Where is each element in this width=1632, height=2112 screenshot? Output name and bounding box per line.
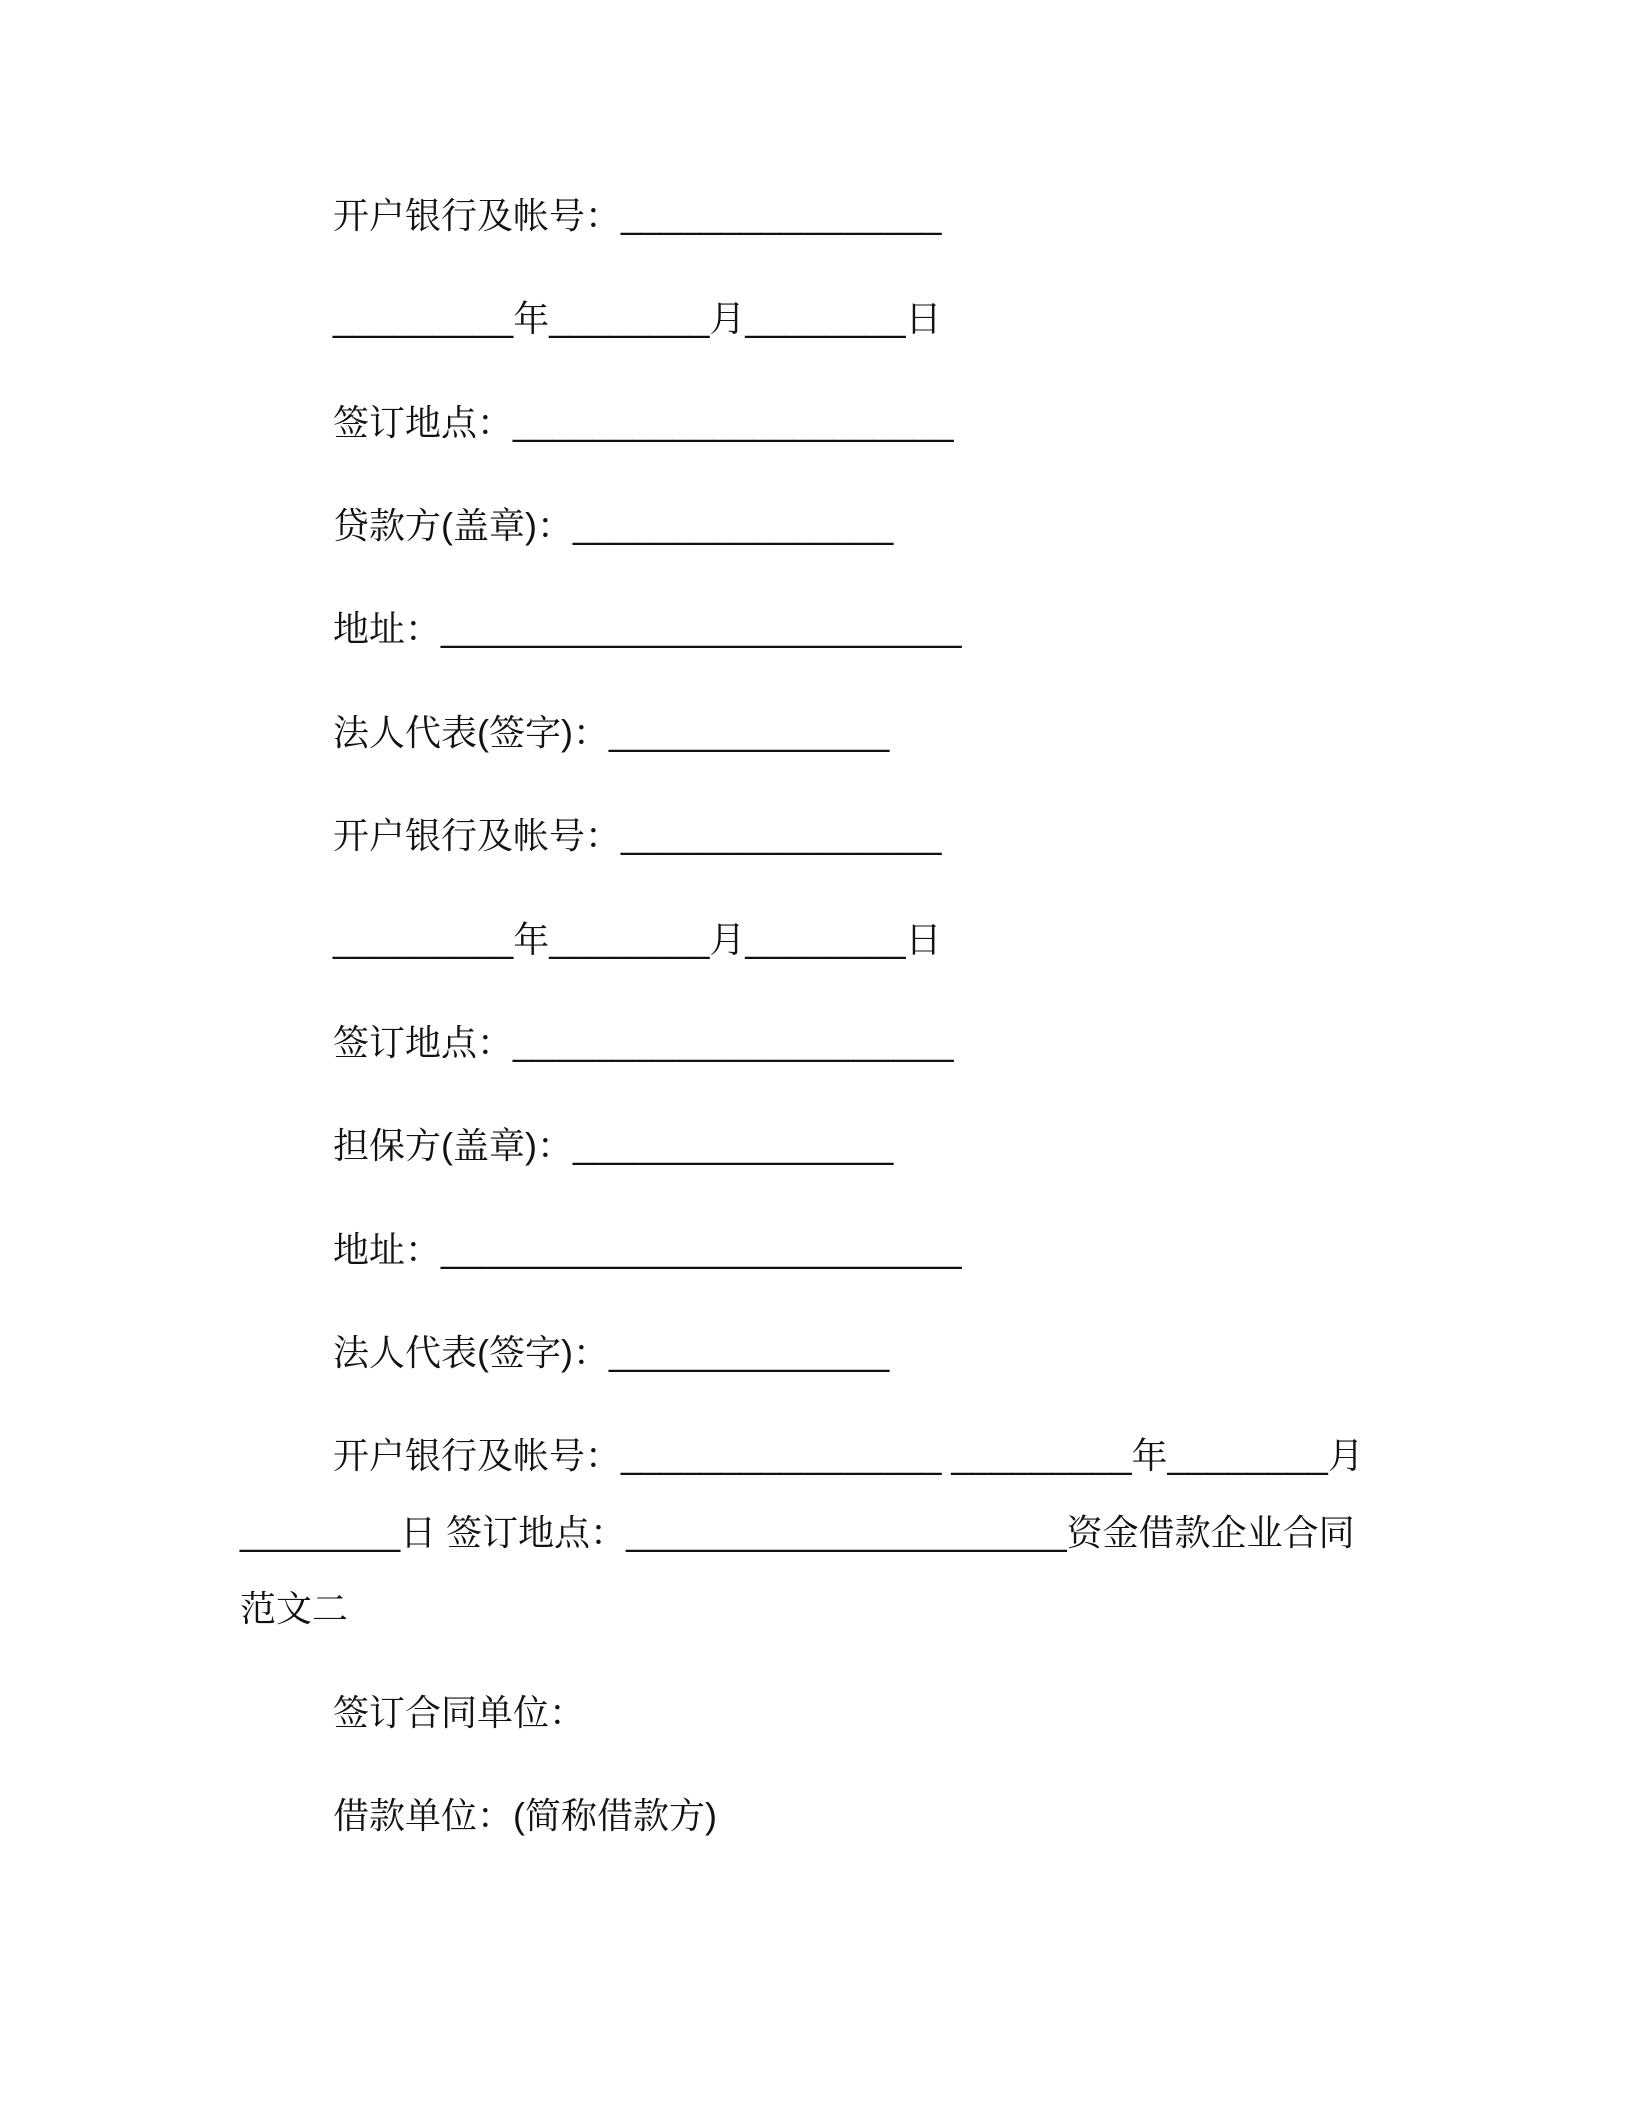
date-line: _________年________月________日 [333,298,942,339]
guarantor-bank-date-line: 开户银行及帐号：________________ _________年________月 [333,1435,1364,1476]
guarantor-address-line: 地址：__________________________ [333,1229,962,1270]
lender-sign-place-line: 签订地点：______________________ [333,1022,954,1063]
borrower-unit-label: 借款单位：(简称借款方) [333,1795,717,1836]
guarantor-legal-rep-line: 法人代表(签字)：______________ [333,1332,890,1373]
bank-account-line: 开户银行及帐号：________________ [333,195,942,236]
lender-date-line: _________年________月________日 [333,919,942,960]
guarantor-day-sign-place-line: ________日 签订地点：______________________资金借款企业合同 [240,1512,1355,1553]
lender-legal-rep-line: 法人代表(签字)：______________ [333,712,890,753]
signing-units-label: 签订合同单位： [333,1692,586,1733]
sample-two-title-end: 范文二 [240,1588,349,1629]
lender-address-line: 地址：__________________________ [333,608,962,649]
lender-seal-line: 贷款方(盖章)：________________ [333,505,894,546]
guarantor-seal-line: 担保方(盖章)：________________ [333,1125,894,1166]
sign-place-line: 签订地点：______________________ [333,402,954,443]
lender-bank-account-line: 开户银行及帐号：________________ [333,815,942,856]
